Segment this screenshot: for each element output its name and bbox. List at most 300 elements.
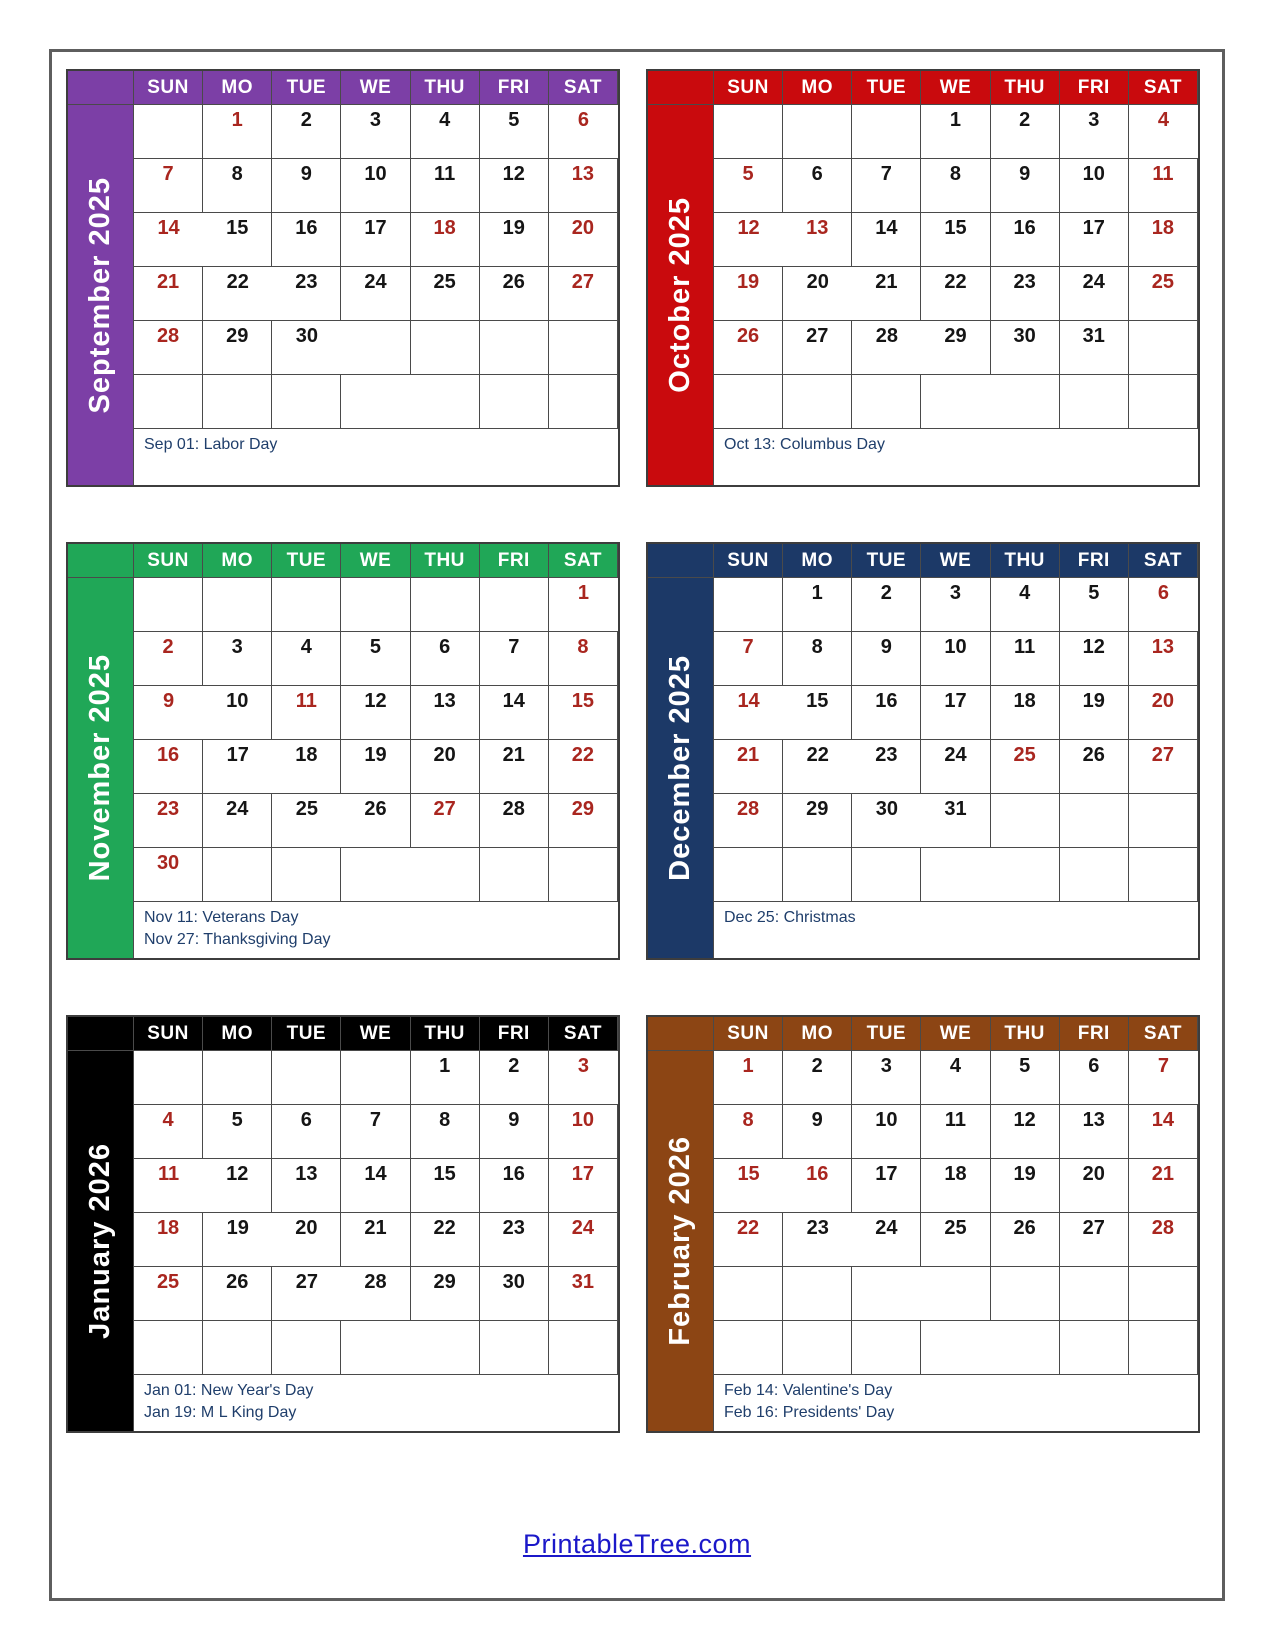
day-cell: [134, 578, 203, 632]
weekday-header: SUN: [714, 1017, 783, 1051]
day-number: 31: [571, 1271, 595, 1293]
day-cell: [714, 848, 783, 902]
footer-link[interactable]: PrintableTree.com: [522, 1529, 752, 1559]
day-number: 22: [944, 271, 967, 293]
day-number: 24: [1082, 271, 1105, 293]
day-cell: [203, 1105, 272, 1159]
weekday-header: SUN: [714, 71, 783, 105]
day-number: 1: [811, 582, 823, 604]
weekday-header: THU: [411, 71, 480, 105]
holiday-note: Jan 01: New Year's Day: [144, 1382, 314, 1399]
day-number: 6: [1157, 582, 1169, 604]
month-title: December 2025: [664, 655, 696, 881]
day-number: 25: [1151, 271, 1175, 293]
day-cell: [783, 1105, 852, 1159]
day-number: 23: [806, 1217, 829, 1239]
day-number: 9: [1019, 163, 1031, 185]
day-number: 20: [1151, 690, 1175, 712]
day-cell: [480, 105, 549, 159]
day-number: 14: [737, 690, 760, 712]
day-number: 18: [433, 217, 456, 239]
day-cell: [1129, 1213, 1198, 1267]
day-number: 18: [1151, 217, 1175, 239]
weekday-header: SAT: [549, 544, 618, 578]
holiday-note: Sep 01: Labor Day: [144, 436, 278, 453]
weekday-header: FRI: [1060, 544, 1129, 578]
day-number: 15: [806, 690, 829, 712]
day-number: 24: [226, 798, 249, 820]
weekday-header: MO: [203, 544, 272, 578]
day-cell: [272, 848, 341, 902]
day-number: 17: [1082, 217, 1105, 239]
day-cell: [1129, 1159, 1198, 1213]
day-cell: [549, 1105, 618, 1159]
day-number: 6: [300, 1109, 312, 1131]
day-cell: [991, 578, 1060, 632]
day-number: 30: [875, 798, 898, 820]
day-cell: [341, 375, 410, 429]
day-cell: [341, 267, 410, 321]
day-number: 26: [736, 325, 760, 347]
day-number: 15: [944, 217, 967, 239]
day-number: 28: [875, 325, 898, 347]
day-number: 3: [1088, 109, 1100, 131]
day-number: 4: [300, 636, 312, 658]
day-cell: [480, 848, 549, 902]
day-number: 13: [571, 163, 595, 185]
day-cell: [549, 1321, 618, 1375]
calendar-corner: [648, 544, 714, 578]
day-cell: [203, 1213, 272, 1267]
day-cell: [411, 578, 480, 632]
day-cell: [203, 848, 272, 902]
day-cell: [341, 632, 410, 686]
day-cell: [272, 213, 341, 267]
day-cell: [991, 1267, 1060, 1321]
day-number: 16: [156, 744, 180, 766]
day-cell: [1129, 1321, 1198, 1375]
day-number: 12: [737, 217, 760, 239]
day-cell: [549, 105, 618, 159]
day-number: 31: [1082, 325, 1105, 347]
weekday-header: FRI: [480, 1017, 549, 1051]
day-cell: [1060, 321, 1129, 375]
weekday-header: TUE: [852, 71, 921, 105]
day-cell: [549, 1267, 618, 1321]
day-cell: [341, 740, 410, 794]
day-number: 9: [811, 1109, 823, 1131]
day-cell: [480, 1159, 549, 1213]
day-number: 9: [163, 690, 175, 712]
weekday-header: WE: [341, 544, 410, 578]
day-number: 29: [433, 1271, 456, 1293]
day-cell: [549, 632, 618, 686]
day-number: 28: [364, 1271, 387, 1293]
day-number: 1: [439, 1055, 451, 1077]
day-number: 13: [1082, 1109, 1105, 1131]
day-cell: [991, 105, 1060, 159]
day-number: 27: [1082, 1217, 1105, 1239]
day-cell: [991, 213, 1060, 267]
day-number: 24: [944, 744, 967, 766]
day-cell: [549, 1213, 618, 1267]
day-cell: [852, 213, 921, 267]
day-cell: [480, 686, 549, 740]
day-number: 25: [156, 1271, 180, 1293]
day-cell: [203, 1267, 272, 1321]
month-calendar: [646, 69, 1200, 487]
day-cell: [921, 159, 990, 213]
day-cell: [134, 213, 203, 267]
day-number: 17: [944, 690, 967, 712]
day-cell: [714, 686, 783, 740]
day-cell: [341, 1213, 410, 1267]
day-number: 17: [875, 1163, 898, 1185]
day-cell: [921, 1051, 990, 1105]
holiday-notes: [134, 1375, 618, 1431]
day-cell: [991, 794, 1060, 848]
day-cell: [134, 267, 203, 321]
day-number: 13: [433, 690, 456, 712]
day-cell: [341, 848, 410, 902]
day-number: 16: [875, 690, 898, 712]
day-number: 27: [1151, 744, 1175, 766]
day-number: 12: [502, 163, 525, 185]
day-cell: [1129, 686, 1198, 740]
day-cell: [783, 794, 852, 848]
weekday-header: SAT: [1129, 1017, 1198, 1051]
weekday-header: THU: [411, 1017, 480, 1051]
day-number: 28: [156, 325, 180, 347]
day-cell: [852, 1159, 921, 1213]
day-number: 7: [369, 1109, 382, 1131]
day-cell: [714, 267, 783, 321]
day-cell: [341, 1159, 410, 1213]
day-number: 9: [508, 1109, 520, 1131]
day-number: 12: [364, 690, 387, 712]
day-cell: [1060, 848, 1129, 902]
day-cell: [852, 1105, 921, 1159]
day-number: 24: [571, 1217, 595, 1239]
day-number: 8: [949, 163, 962, 185]
day-cell: [783, 159, 852, 213]
day-number: 4: [162, 1109, 174, 1131]
day-cell: [991, 1105, 1060, 1159]
month-calendar: [646, 1015, 1200, 1433]
day-number: 6: [439, 636, 451, 658]
day-number: 4: [439, 109, 451, 131]
day-cell: [341, 105, 410, 159]
day-number: 8: [231, 163, 243, 185]
day-cell: [549, 794, 618, 848]
day-cell: [203, 375, 272, 429]
holiday-notes: [714, 1375, 1198, 1431]
weekday-header: FRI: [1060, 1017, 1129, 1051]
day-cell: [272, 1267, 341, 1321]
holiday-note: Jan 19: M L King Day: [144, 1404, 297, 1422]
day-number: 6: [811, 163, 823, 185]
day-cell: [783, 1267, 852, 1321]
day-number: 5: [508, 109, 520, 131]
day-number: 2: [811, 1055, 823, 1077]
day-number: 24: [364, 271, 387, 293]
holiday-note: Nov 11: Veterans Day: [144, 909, 299, 926]
day-cell: [921, 848, 990, 902]
day-cell: [1129, 1267, 1198, 1321]
weekday-header: FRI: [1060, 71, 1129, 105]
month-calendar: [66, 1015, 620, 1433]
day-number: 18: [944, 1163, 967, 1185]
day-number: 11: [434, 163, 456, 185]
weekday-header: TUE: [852, 544, 921, 578]
day-cell: [714, 159, 783, 213]
day-cell: [480, 1321, 549, 1375]
day-number: 18: [1013, 690, 1036, 712]
day-cell: [549, 686, 618, 740]
month-sidebar: [68, 578, 134, 958]
day-number: 11: [1152, 163, 1174, 185]
day-number: 2: [300, 109, 312, 131]
day-cell: [411, 632, 480, 686]
day-cell: [203, 213, 272, 267]
day-number: 7: [508, 636, 520, 658]
day-cell: [991, 159, 1060, 213]
day-number: 17: [571, 1163, 595, 1185]
day-number: 13: [806, 217, 829, 239]
day-cell: [341, 1105, 410, 1159]
day-cell: [480, 632, 549, 686]
calendar-corner: [68, 544, 134, 578]
weekday-header: WE: [921, 544, 990, 578]
day-number: 30: [295, 325, 318, 347]
day-number: 20: [571, 217, 595, 239]
day-cell: [411, 375, 480, 429]
day-cell: [991, 1321, 1060, 1375]
day-number: 4: [1019, 582, 1031, 604]
month-title: September 2025: [84, 176, 116, 414]
day-number: 2: [1019, 109, 1031, 131]
day-cell: [203, 1159, 272, 1213]
day-cell: [714, 105, 783, 159]
day-cell: [714, 375, 783, 429]
day-cell: [134, 1213, 203, 1267]
day-number: 8: [742, 1109, 754, 1131]
weekday-header: SUN: [714, 544, 783, 578]
day-cell: [134, 794, 203, 848]
day-number: 26: [364, 798, 387, 820]
day-cell: [341, 321, 410, 375]
day-cell: [921, 794, 990, 848]
day-number: 16: [1013, 217, 1036, 239]
day-cell: [1129, 794, 1198, 848]
day-cell: [411, 1159, 480, 1213]
weekday-header: MO: [783, 544, 852, 578]
day-cell: [341, 213, 410, 267]
page-frame: [49, 49, 1225, 1601]
day-cell: [852, 632, 921, 686]
holiday-notes: [134, 429, 618, 485]
day-number: 20: [1082, 1163, 1105, 1185]
day-cell: [341, 578, 410, 632]
day-cell: [203, 686, 272, 740]
day-cell: [1060, 159, 1129, 213]
day-cell: [783, 848, 852, 902]
weekday-header: FRI: [480, 71, 549, 105]
month-sidebar: [68, 1051, 134, 1431]
day-cell: [714, 321, 783, 375]
day-number: 29: [806, 798, 829, 820]
day-cell: [1129, 375, 1198, 429]
day-cell: [1129, 105, 1198, 159]
day-number: 6: [577, 109, 589, 131]
day-cell: [341, 794, 410, 848]
day-cell: [852, 578, 921, 632]
month-title: October 2025: [664, 197, 696, 393]
day-cell: [991, 632, 1060, 686]
day-cell: [714, 1213, 783, 1267]
day-cell: [921, 1105, 990, 1159]
day-cell: [714, 1105, 783, 1159]
day-cell: [134, 159, 203, 213]
day-cell: [341, 159, 410, 213]
holiday-notes: [134, 902, 618, 958]
day-number: 4: [1157, 109, 1169, 131]
day-cell: [272, 794, 341, 848]
calendar-corner: [68, 1017, 134, 1051]
day-number: 19: [364, 744, 387, 766]
weekday-header: TUE: [272, 1017, 341, 1051]
day-cell: [921, 321, 990, 375]
weekday-header: MO: [203, 71, 272, 105]
holiday-note: Oct 13: Columbus Day: [724, 436, 885, 453]
weekday-header: SAT: [549, 1017, 618, 1051]
day-number: 5: [231, 1109, 243, 1131]
day-number: 27: [295, 1271, 318, 1293]
day-cell: [272, 321, 341, 375]
weekday-header: TUE: [272, 544, 341, 578]
day-cell: [852, 267, 921, 321]
day-number: 8: [811, 636, 823, 658]
day-number: 1: [742, 1055, 754, 1077]
day-number: 23: [502, 1217, 525, 1239]
weekday-header: SUN: [134, 544, 203, 578]
day-cell: [411, 1051, 480, 1105]
day-cell: [549, 1159, 618, 1213]
day-number: 21: [502, 744, 525, 766]
day-cell: [480, 267, 549, 321]
day-cell: [714, 213, 783, 267]
day-number: 15: [737, 1163, 760, 1185]
day-cell: [852, 794, 921, 848]
day-cell: [1060, 686, 1129, 740]
day-cell: [272, 1051, 341, 1105]
day-cell: [921, 105, 990, 159]
day-number: 30: [1013, 325, 1036, 347]
day-number: 7: [742, 636, 754, 658]
day-cell: [549, 578, 618, 632]
day-cell: [714, 1321, 783, 1375]
weekday-header: SUN: [134, 71, 203, 105]
day-number: 21: [364, 1217, 387, 1239]
day-number: 3: [369, 109, 382, 131]
day-number: 11: [295, 690, 317, 712]
holiday-note: Feb 16: Presidents' Day: [724, 1404, 895, 1422]
day-number: 14: [502, 690, 525, 712]
day-cell: [991, 267, 1060, 321]
day-cell: [852, 1051, 921, 1105]
day-cell: [783, 375, 852, 429]
day-cell: [134, 321, 203, 375]
day-cell: [783, 1321, 852, 1375]
day-cell: [783, 686, 852, 740]
day-cell: [1060, 1321, 1129, 1375]
day-cell: [783, 1213, 852, 1267]
day-cell: [783, 1051, 852, 1105]
day-number: 13: [1151, 636, 1175, 658]
day-cell: [203, 1321, 272, 1375]
day-cell: [272, 686, 341, 740]
day-cell: [921, 267, 990, 321]
day-number: 8: [577, 636, 589, 658]
day-number: 2: [880, 582, 892, 604]
month-title: January 2026: [84, 1143, 116, 1339]
day-cell: [411, 1105, 480, 1159]
weekday-header: WE: [341, 1017, 410, 1051]
day-number: 14: [1151, 1109, 1175, 1131]
day-cell: [411, 1213, 480, 1267]
day-number: 12: [1013, 1109, 1036, 1131]
day-cell: [480, 1267, 549, 1321]
day-cell: [991, 375, 1060, 429]
day-number: 23: [156, 798, 180, 820]
day-cell: [1129, 213, 1198, 267]
day-number: 27: [571, 271, 595, 293]
day-cell: [480, 578, 549, 632]
day-cell: [411, 794, 480, 848]
day-cell: [549, 321, 618, 375]
day-number: 26: [502, 271, 525, 293]
weekday-header: SAT: [1129, 71, 1198, 105]
day-cell: [480, 321, 549, 375]
day-cell: [1129, 159, 1198, 213]
day-cell: [921, 1213, 990, 1267]
day-number: 14: [157, 217, 180, 239]
day-number: 10: [1082, 163, 1105, 185]
day-cell: [341, 1267, 410, 1321]
day-cell: [203, 1051, 272, 1105]
day-cell: [852, 740, 921, 794]
day-cell: [411, 686, 480, 740]
weekday-header: THU: [411, 544, 480, 578]
weekday-header: FRI: [480, 544, 549, 578]
day-cell: [1060, 632, 1129, 686]
day-number: 28: [736, 798, 760, 820]
day-cell: [203, 578, 272, 632]
month-title: February 2026: [664, 1136, 696, 1346]
day-cell: [1060, 213, 1129, 267]
day-cell: [480, 740, 549, 794]
day-cell: [272, 578, 341, 632]
day-cell: [783, 578, 852, 632]
day-number: 29: [944, 325, 967, 347]
day-cell: [991, 740, 1060, 794]
day-cell: [480, 1213, 549, 1267]
holiday-note: Nov 27: Thanksgiving Day: [144, 931, 331, 949]
day-cell: [991, 1051, 1060, 1105]
day-cell: [134, 686, 203, 740]
day-cell: [852, 848, 921, 902]
day-number: 10: [226, 690, 249, 712]
